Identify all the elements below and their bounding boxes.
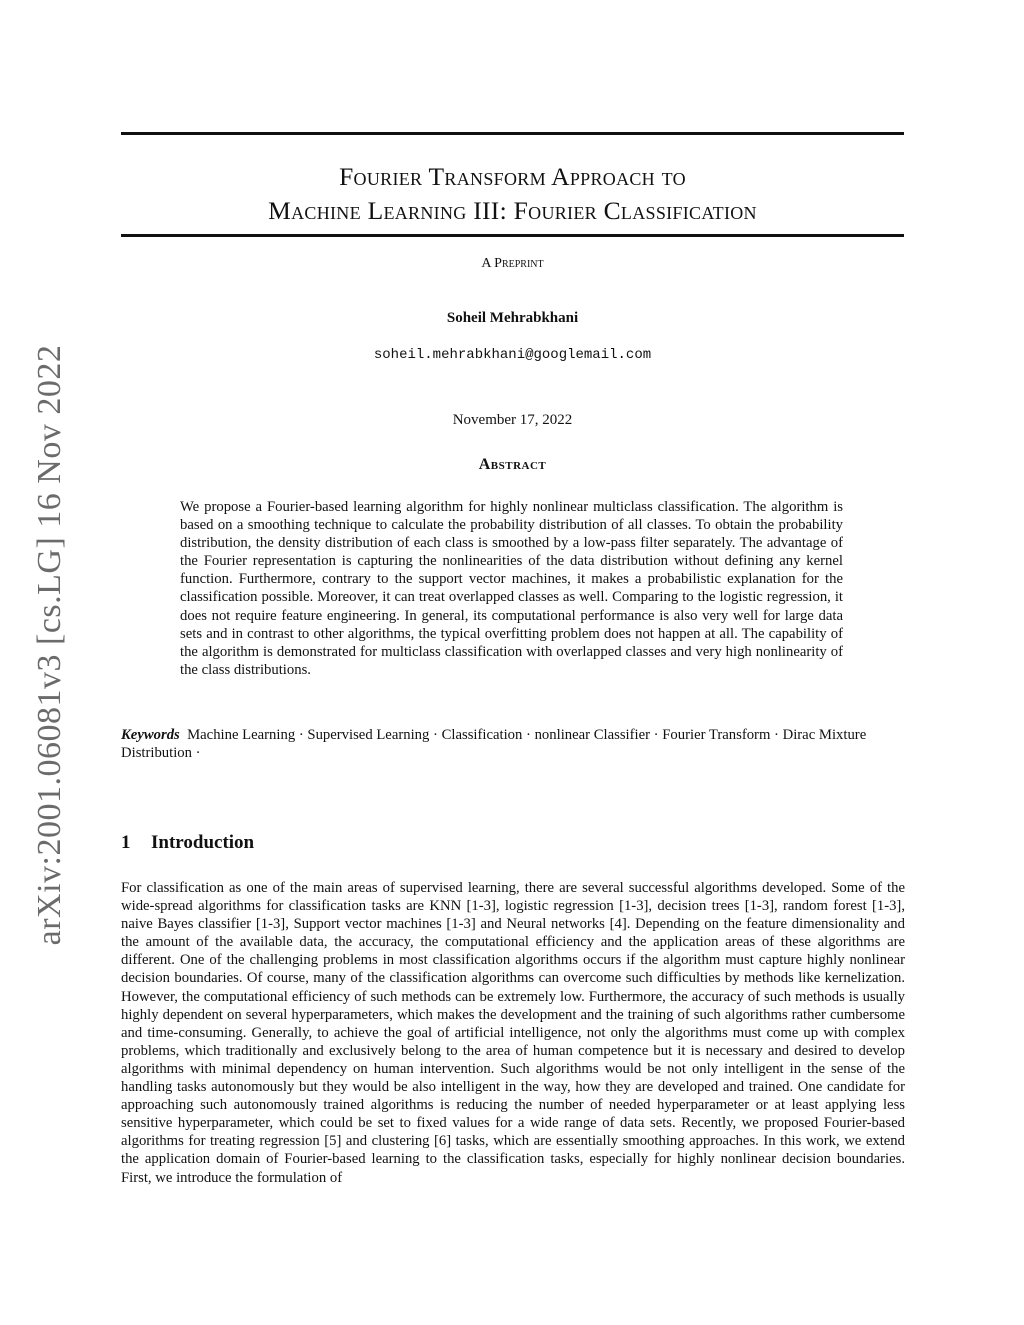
paper-title [121, 160, 904, 228]
abstract-heading: Abstract [478, 456, 547, 473]
title-line-1: Fourier Transform Approach to [339, 162, 686, 191]
paper-date: November 17, 2022 [452, 412, 573, 428]
introduction-text: For classification as one of the main areas of supervised learning, there are several successful algorithms developed. Some of the wide-spread algorithms for classification tasks are KNN [1-3], logistic regression [1-3], decision trees [1-3], random forest [1-3], naive Bayes classifier [1-3], Support vector machines [1-3] and Neural networks [4]. Depending on the feature dimensionality and the amount of the available data, the accuracy, the computational efficiency and the application areas of these algorithms are different. One of the challenging problems in most classification algorithms occurs if the algorithm must capture highly nonlinear decision boundaries. Of course, many of the classification algorithms can overcome such difficulties by methods like kernelization. However, the computational efficiency of such methods can be extremely low. Furthermore, the accuracy of such methods is usually highly dependent on several hyperparameters, which makes the development and the training of such algorithms rather cumbersome and time-consuming. Generally, to achieve the goal of artificial intelligence, not only the algorithms must come up with complex problems, which traditionally and exclusively belong to the area of human competence but it is necessary and desired to develop algorithms with minimal dependency on human intervention. Such algorithms would be not only intelligent in the sense of the handling tasks autonomously but they would be also intelligent in the way, how they are developed and trained. One candidate for approaching such autonomously trained algorithms is reducing the number of needed hyperparameter or at least applying less sensitive hyperparameter, which could be set to fixed values for a wide range of data sets. Recently, we proposed Fourier-based algorithms for treating regression [5] and clustering [6] tasks, which are essentially smoothing approaches. In this work, we extend the application domain of Fourier-based learning to the classification tasks, especially for highly nonlinear decision boundaries. First, we introduce the formulation of [121, 880, 905, 1186]
author-email: soheil.mehrabkhani@googlemail.com [373, 347, 652, 363]
preprint-label: A Preprint [481, 256, 544, 271]
arxiv-stamp: arXiv:2001.06081v3 [cs.LG] 16 Nov 2022 [31, 344, 68, 946]
section-heading-introduction [121, 832, 254, 854]
abstract-text: We propose a Fourier-based learning algorithm for highly nonlinear multiclass classification. The algorithm is based on a smoothing technique to calculate the probability distribution of all classes. To obtain the probability distribution, the density distribution of each class is smoothed by a low-pass filter separately. The advantage of the Fourier representation is capturing the nonlinearities of the data distribution without defining any kernel function. Furthermore, contrary to the support vector machines, it makes a probabilistic explanation for the classification possible. Moreover, it can treat overlapped classes as well. Comparing to the logistic regression, it does not require feature engineering. In general, its computational performance is also very well for large data sets and in contrast to other algorithms, the typical overfitting problem does not happen at all. The capability of the algorithm is demonstrated for multiclass classification with overlapped classes and very high nonlinearity of the class distributions. [180, 499, 843, 678]
title-line-2: Machine Learning III: Fourier Classification [268, 196, 757, 225]
keywords-label: Keywords [121, 727, 180, 743]
top-rule [121, 132, 904, 135]
author-name: Soheil Mehrabkhani [446, 310, 579, 326]
section-number: 1 [121, 832, 131, 853]
section-title: Introduction [151, 832, 255, 853]
keywords-list: Machine Learning · Supervised Learning · Classification · nonlinear Classifier · Fourier Transform · Dirac Mixture Distribution · [121, 727, 867, 762]
keywords [121, 726, 904, 762]
title-bottom-rule [121, 234, 904, 237]
